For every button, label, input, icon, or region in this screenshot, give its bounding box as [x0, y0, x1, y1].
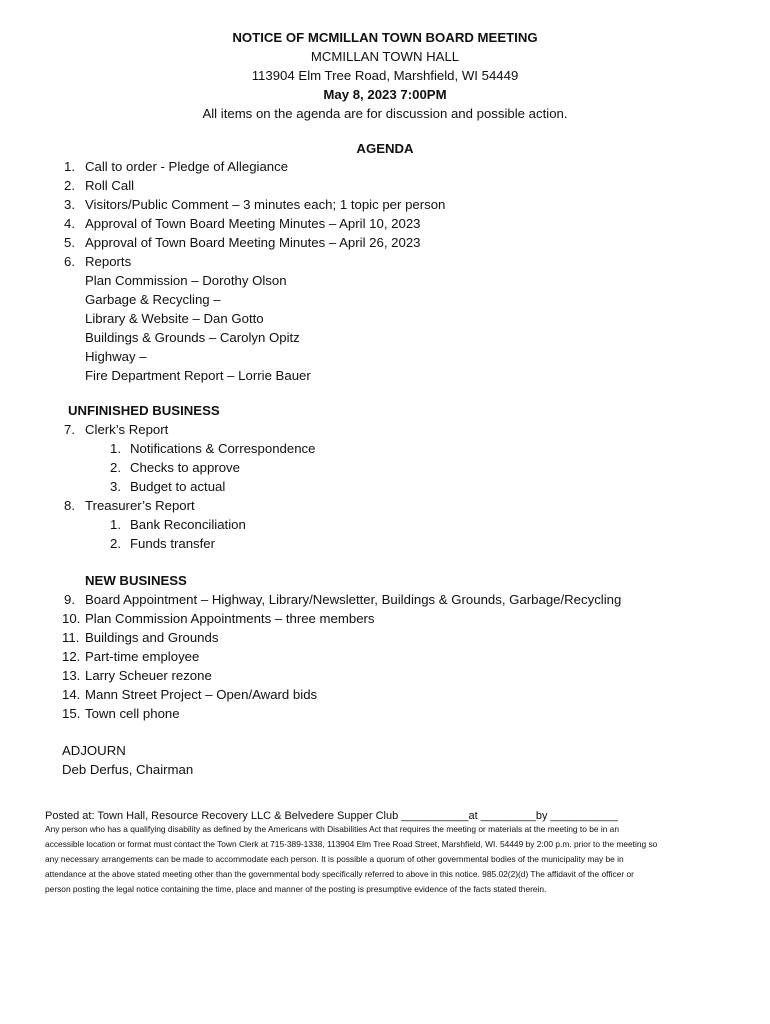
adjourn-label: ADJOURN — [62, 743, 126, 758]
report-line: Plan Commission – Dorothy Olson — [85, 273, 287, 288]
subitem-number: 1. — [110, 441, 121, 456]
report-line: Garbage & Recycling – — [85, 292, 221, 307]
item-number: 6. — [64, 254, 75, 269]
item-number: 9. — [64, 592, 75, 607]
subitem-number: 2. — [110, 460, 121, 475]
agenda-subitem: Checks to approve — [130, 460, 240, 475]
item-number: 7. — [64, 422, 75, 437]
agenda-item: Approval of Town Board Meeting Minutes – April 26, 2023 — [85, 235, 421, 250]
report-line: Library & Website – Dan Gotto — [85, 311, 264, 326]
agenda-item: Town cell phone — [85, 706, 180, 721]
item-number: 10. — [62, 611, 81, 626]
item-number: 3. — [64, 197, 75, 212]
item-number: 1. — [64, 159, 75, 174]
item-number: 13. — [62, 668, 81, 683]
subitem-number: 2. — [110, 536, 121, 551]
item-number: 12. — [62, 649, 81, 664]
venue-address: 113904 Elm Tree Road, Marshfield, WI 54449 — [251, 68, 519, 83]
agenda-heading: AGENDA — [356, 141, 414, 156]
agenda-subitem: Budget to actual — [130, 479, 226, 494]
agenda-item: Plan Commission Appointments – three members — [85, 611, 375, 626]
new-business-heading: NEW BUSINESS — [85, 573, 187, 588]
ada-notice-line: Any person who has a qualifying disability as defined by the Americans with Disabilities Act that requires the meeting or materials at the meeting to be in an — [45, 824, 619, 834]
venue-name: MCMILLAN TOWN HALL — [310, 49, 460, 64]
subitem-number: 1. — [110, 517, 121, 532]
meeting-datetime: May 8, 2023 7:00PM — [323, 87, 447, 102]
ada-notice-line: accessible location or format must contact the Town Clerk at 715-389-1338, 113904 Elm Tree Road Street, Marshfield, WI. 54449 by 2:00 p.m. prior to the meeting so — [45, 839, 658, 849]
agenda-item: Call to order - Pledge of Allegiance — [85, 159, 289, 174]
agenda-item: Part-time employee — [85, 649, 200, 664]
agenda-subitem: Notifications & Correspondence — [130, 441, 316, 456]
chairman-signature: Deb Derfus, Chairman — [62, 762, 194, 777]
unfinished-business-heading: UNFINISHED BUSINESS — [68, 403, 220, 418]
ada-notice-line: attendance at the above stated meeting other than the governmental body specifically referred to above in this notice. 985.02(2)(d) The affidavit of the officer or — [45, 869, 634, 879]
item-number: 15. — [62, 706, 81, 721]
agenda-item: Reports — [85, 254, 132, 269]
item-number: 2. — [64, 178, 75, 193]
agenda-item: Approval of Town Board Meeting Minutes – April 10, 2023 — [85, 216, 421, 231]
report-line: Buildings & Grounds – Carolyn Opitz — [85, 330, 300, 345]
ada-notice-line: person posting the legal notice containing the time, place and manner of the posting is presumptive evidence of the facts stated therein. — [45, 884, 547, 894]
posting-line: Posted at: Town Hall, Resource Recovery LLC & Belvedere Supper Club ___________at _________by ___________ — [45, 810, 618, 822]
report-line: Highway – — [85, 349, 147, 364]
item-number: 4. — [64, 216, 75, 231]
item-number: 11. — [62, 630, 80, 645]
report-line: Fire Department Report – Lorrie Bauer — [85, 368, 311, 383]
agenda-item: Treasurer’s Report — [85, 498, 195, 513]
agenda-subitem: Funds transfer — [130, 536, 216, 551]
agenda-note: All items on the agenda are for discussion and possible action. — [202, 106, 568, 121]
agenda-item: Roll Call — [85, 178, 135, 193]
agenda-subitem: Bank Reconciliation — [130, 517, 246, 532]
item-number: 5. — [64, 235, 75, 250]
agenda-item: Larry Scheuer rezone — [85, 668, 212, 683]
agenda-item: Mann Street Project – Open/Award bids — [85, 687, 318, 702]
subitem-number: 3. — [110, 479, 121, 494]
agenda-item: Buildings and Grounds — [85, 630, 219, 645]
agenda-item: Board Appointment – Highway, Library/Newsletter, Buildings & Grounds, Garbage/Recycling — [85, 592, 622, 607]
item-number: 8. — [64, 498, 75, 513]
ada-notice-line: any necessary arrangements can be made to accommodate each person. It is possible a quorum of other governmental bodies of the municipality may be in — [45, 854, 624, 864]
item-number: 14. — [62, 687, 81, 702]
agenda-item: Visitors/Public Comment – 3 minutes each; 1 topic per person — [85, 197, 446, 212]
notice-title: NOTICE OF MCMILLAN TOWN BOARD MEETING — [232, 30, 538, 45]
agenda-item: Clerk’s Report — [85, 422, 169, 437]
